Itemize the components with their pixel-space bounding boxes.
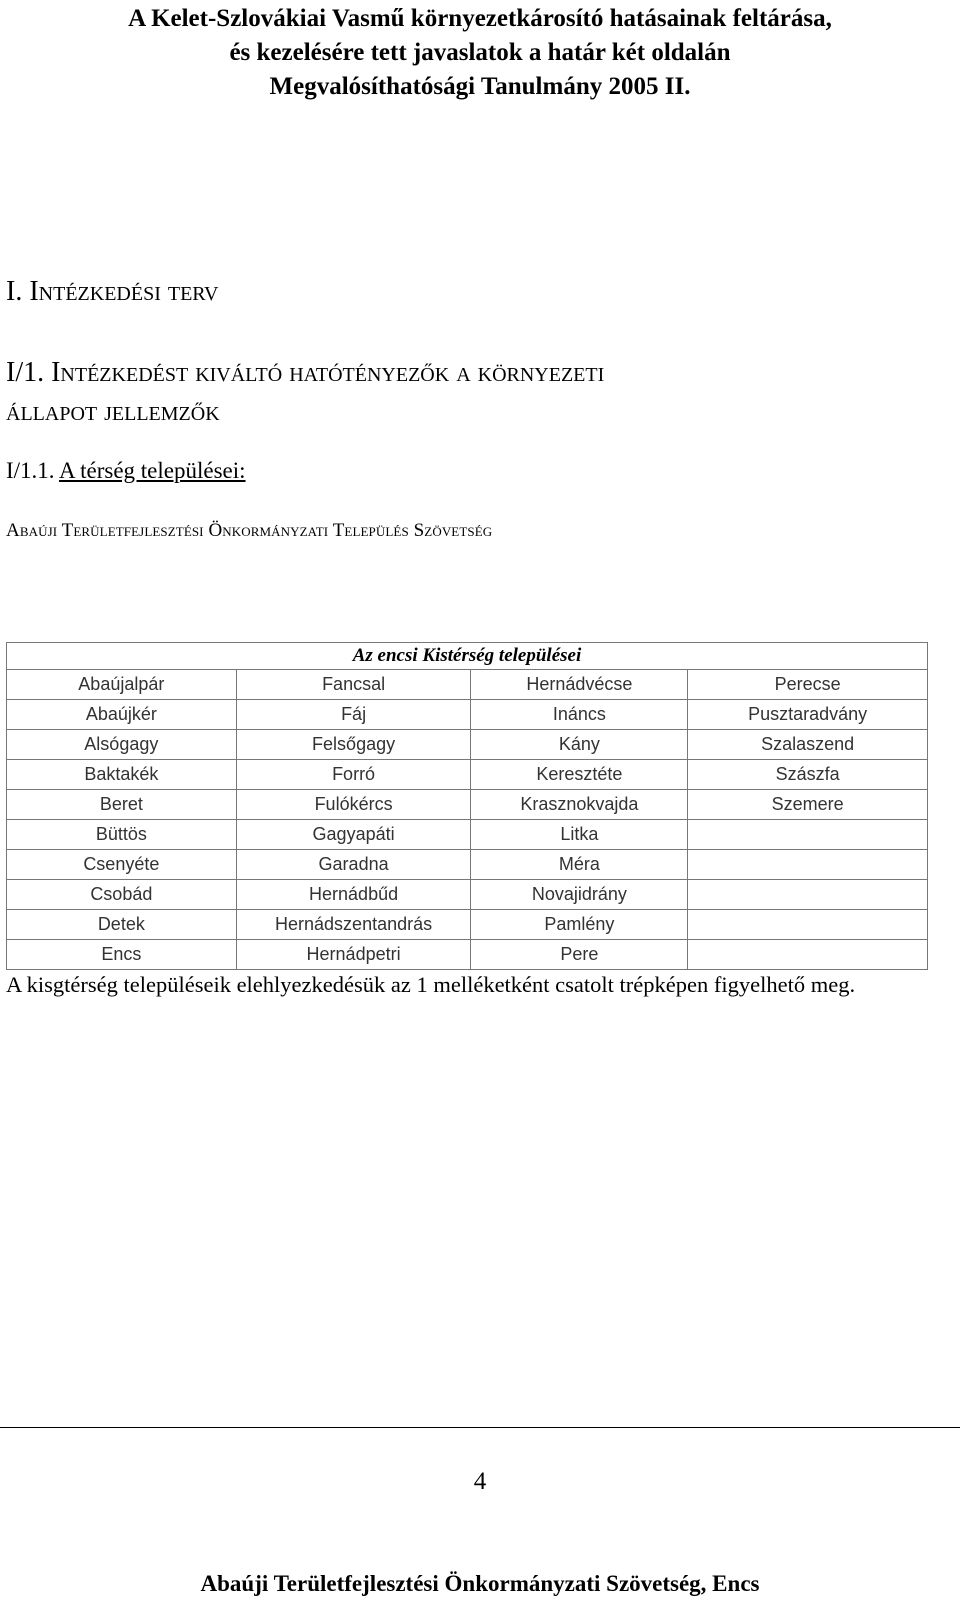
table-cell: Fulókércs (236, 790, 471, 820)
table-cell: Méra (471, 850, 688, 880)
subsubsection-title: A térség települései: (59, 458, 246, 483)
table-cell: Csenyéte (7, 850, 237, 880)
header-line-3: Megvalósíthatósági Tanulmány 2005 II. (269, 73, 691, 100)
table-cell: Abaújkér (7, 700, 237, 730)
table-cell: Baktakék (7, 760, 237, 790)
table-cell: Abaújalpár (7, 670, 237, 700)
subsection-title-line-2: állapot jellemzők (6, 396, 220, 427)
table-row (7, 760, 928, 790)
table-cell (688, 820, 928, 850)
table-cell: Hernádpetri (236, 940, 471, 970)
table-cell: Hernádvécse (471, 670, 688, 700)
table-cell (688, 940, 928, 970)
subsubsection-number: I/1.1. (6, 458, 60, 483)
settlements-table (6, 642, 928, 970)
table-cell: Detek (7, 910, 237, 940)
table-cell: Beret (7, 790, 237, 820)
table-cell (688, 910, 928, 940)
table-cell: Krasznokvajda (471, 790, 688, 820)
table-cell: Forró (236, 760, 471, 790)
table-row (7, 880, 928, 910)
table-caption: Az encsi Kistérség települései (7, 643, 928, 670)
table-cell: Encs (7, 940, 237, 970)
table-cell: Gagyapáti (236, 820, 471, 850)
page-number: 4 (473, 1468, 487, 1495)
table-cell: Pusztaradvány (688, 700, 928, 730)
table-cell (688, 880, 928, 910)
table-cell: Szászfa (688, 760, 928, 790)
table-cell: Fancsal (236, 670, 471, 700)
table-cell: Keresztéte (471, 760, 688, 790)
map-note: A kisgtérség településeik elehlyezkedésük az 1 melléketként csatolt trépképen figyelhető meg. (6, 972, 856, 997)
table-cell: Csobád (7, 880, 237, 910)
table-row (7, 790, 928, 820)
table-body (7, 670, 928, 970)
table-cell: Hernádbűd (236, 880, 471, 910)
table-row (7, 670, 928, 700)
section-heading-3 (6, 458, 246, 484)
table-cell: Felsőgagy (236, 730, 471, 760)
organization-name: Abaúji Területfejlesztési Önkormányzati Település Szövetség (6, 520, 493, 541)
table-caption-row (7, 643, 928, 670)
footer-divider (0, 1427, 960, 1428)
table-row (7, 700, 928, 730)
header-line-2: és kezelésére tett javaslatok a határ két oldalán (229, 39, 731, 66)
section-heading-2 (6, 353, 604, 431)
header-line-1: A Kelet-Szlovákiai Vasmű környezetkárosító hatásainak feltárása, (128, 5, 832, 32)
table-cell: Alsógagy (7, 730, 237, 760)
table-row (7, 940, 928, 970)
table-cell: Novajidrány (471, 880, 688, 910)
subsection-number: I/1. (6, 357, 52, 388)
section-title: Intézkedési terv (29, 276, 219, 307)
table-cell: Kány (471, 730, 688, 760)
table-cell: Litka (471, 820, 688, 850)
table-cell: Pamlény (471, 910, 688, 940)
document-header (0, 2, 960, 104)
table-row (7, 730, 928, 760)
table-cell: Fáj (236, 700, 471, 730)
section-heading-1 (6, 276, 218, 308)
table-cell: Garadna (236, 850, 471, 880)
table-row (7, 850, 928, 880)
table-cell: Pere (471, 940, 688, 970)
table-cell: Ináncs (471, 700, 688, 730)
table-cell: Büttös (7, 820, 237, 850)
table-row (7, 820, 928, 850)
section-number: I. (6, 276, 30, 307)
document-footer: Abaúji Területfejlesztési Önkormányzati Szövetség, Encs (200, 1571, 760, 1596)
table-row (7, 910, 928, 940)
table-cell: Szalaszend (688, 730, 928, 760)
table-cell (688, 850, 928, 880)
table-cell: Szemere (688, 790, 928, 820)
table-cell: Perecse (688, 670, 928, 700)
table-cell: Hernádszentandrás (236, 910, 471, 940)
subsection-title-line-1: Intézkedést kiváltó hatótényezők a környezeti (51, 357, 605, 388)
